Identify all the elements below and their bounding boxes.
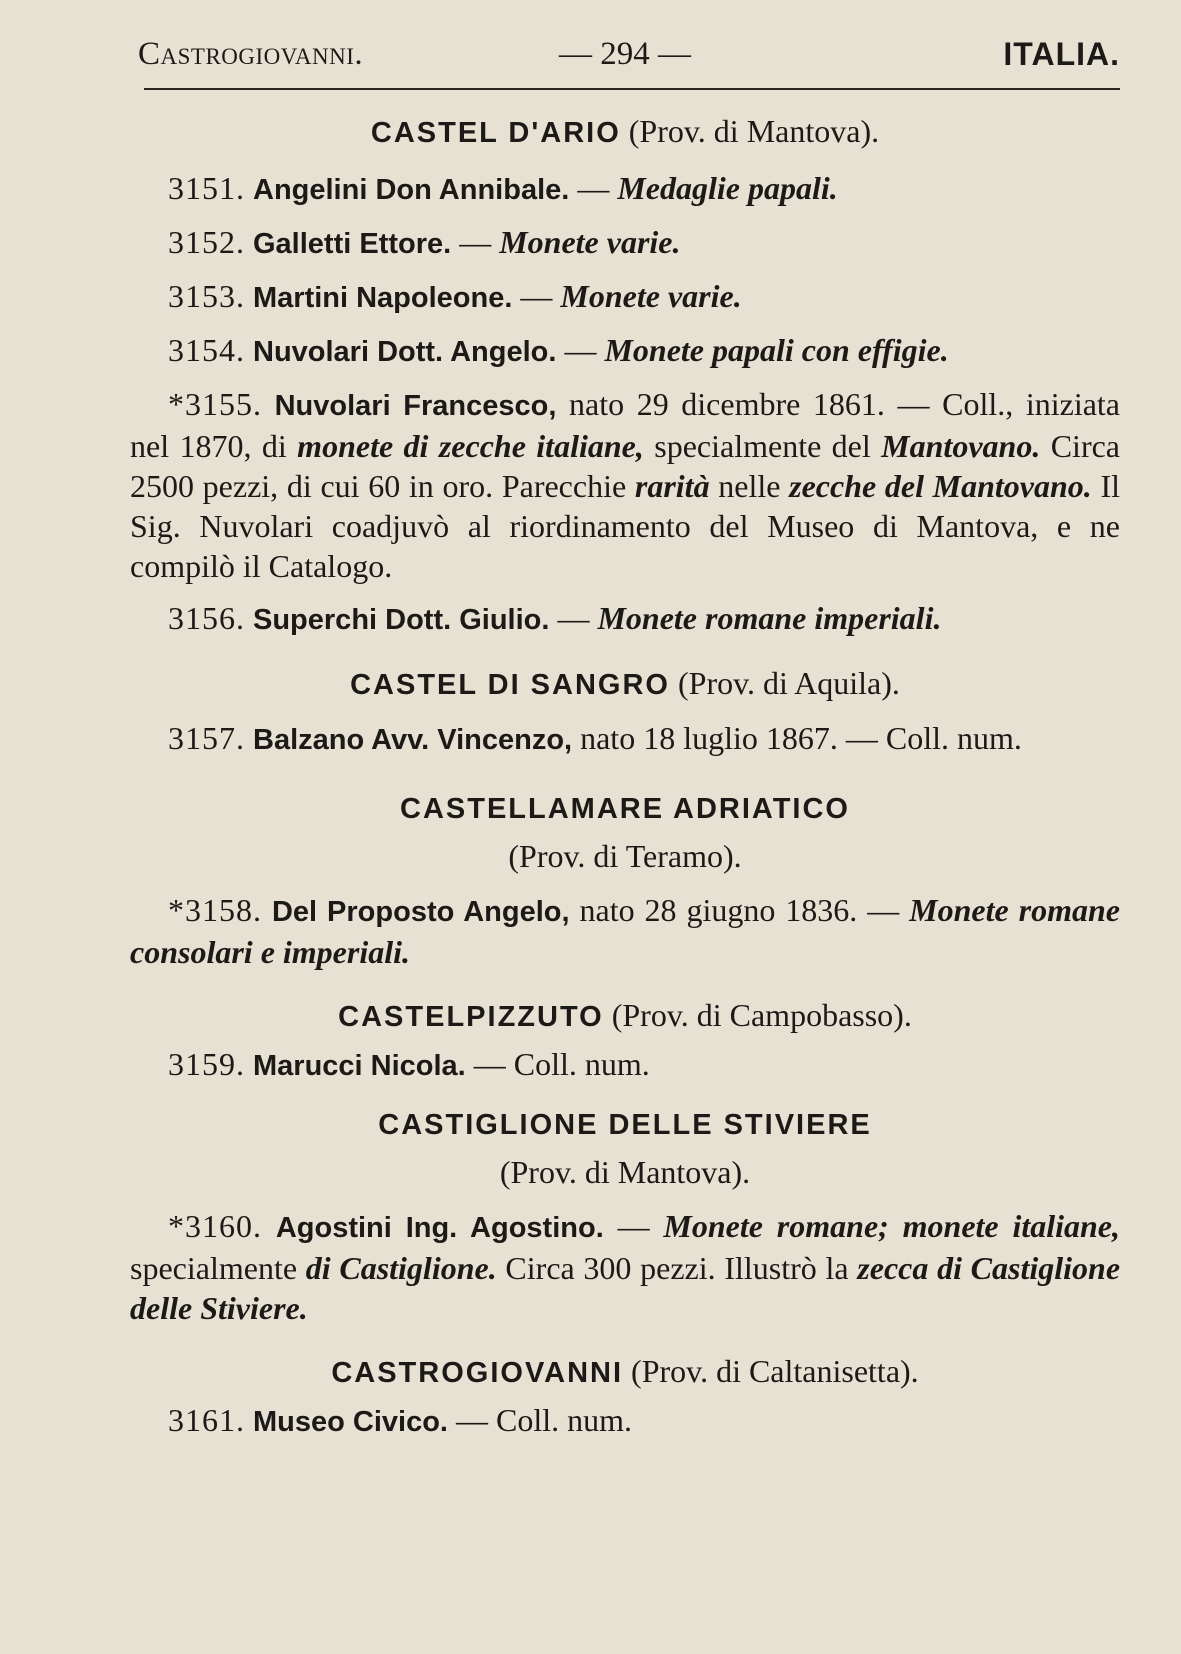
entry-description: Medaglie papali. [617,170,838,206]
entry-italic: di Castiglione. [305,1250,497,1286]
entry [130,890,1120,972]
section-heading [130,1102,1120,1146]
entry-separator: — [549,600,598,636]
entry-text: nelle [709,468,790,504]
section-heading [130,994,1120,1038]
page-number: — 294 — [559,36,691,72]
entry-italic: zecche del Mantovano. [789,468,1092,504]
entry-description: Monete varie. [560,278,742,314]
entry-name: Del Proposto Angelo, [271,896,570,928]
section-heading [130,110,1120,154]
entry [130,276,1120,318]
place-name: CASTELLAMARE ADRIATICO [400,793,850,825]
entry-long [130,384,1120,586]
entry-separator: — [512,278,561,314]
running-head-left: Castrogiovanni. [138,36,364,72]
entry-number: 3151. [168,170,245,206]
section-heading [130,662,1120,706]
entry-text: specialmente del [643,428,882,464]
entry-description: Monete papali con effigie. [604,332,949,368]
entry-italic: zecca di Castiglione delle Stiviere. [130,1250,1121,1326]
entry-name: Agostini Ing. Agostino. [275,1212,604,1244]
entry [130,222,1120,264]
entry-text: — [603,1208,664,1244]
entry-italic: Monete romane; monete italiane, [663,1208,1120,1244]
entry-text: Il Sig. Nuvolari coadjuvò al riordinamento del Museo di Mantova, e ne compilò il Catalogo. [130,468,1121,584]
province: (Prov. di Aquila). [677,665,900,701]
entry-number: 3152. [168,224,245,260]
entry-italic: Mantovano. [881,428,1041,464]
entry-italic: rarità [634,468,710,504]
entry-description: Monete romane consolari e imperiali. [130,892,1120,970]
place-name: CASTEL D'ARIO [370,117,621,149]
entry-number: *3155. [168,386,262,422]
entry-text: nato 29 dicembre 1861. — Coll., iniziata nel 1870, di [130,386,1120,464]
entry-name: Galletti Ettore. [253,228,452,260]
entry-number: *3160. [168,1208,262,1244]
entry-text: nato 28 giugno 1836. — [569,892,910,928]
entry-text: specialmente [130,1250,306,1286]
province: (Prov. di Campobasso). [611,997,912,1033]
entry-description: Monete varie. [499,224,681,260]
entry-number: 3154. [168,332,245,368]
entry [130,1206,1120,1328]
entry-italic: monete di zecche italiane, [297,428,644,464]
entry-number: 3153. [168,278,245,314]
entry-text: Circa 300 pezzi. Illustrò la [496,1250,858,1286]
entry-separator: — [569,170,618,206]
entry [130,1044,1120,1086]
entry-name: Museo Civico. [253,1406,448,1438]
section-heading [130,1350,1120,1394]
province: (Prov. di Mantova). [628,113,880,149]
entry-name: Balzano Avv. Vincenzo, [253,724,573,756]
entry-number: *3158. [168,892,262,928]
entry-separator: — [556,332,605,368]
entry-text: Circa 2500 pezzi, di cui 60 in oro. Parecchie [130,428,1121,504]
entry-text: nato 18 luglio 1867. — Coll. num. [572,720,1022,756]
province: (Prov. di Caltanisetta). [631,1353,919,1389]
entry-number: 3159. [168,1046,245,1082]
entry [130,1400,1120,1442]
entry-name: Angelini Don Annibale. [253,174,570,206]
place-name: CASTEL DI SANGRO [350,669,670,701]
entry [130,168,1120,210]
entry-separator: — [451,224,500,260]
entry-name: Superchi Dott. Giulio. [253,604,550,636]
header-rule [144,88,1120,90]
entry-name: Martini Napoleone. [253,282,513,314]
entry [130,330,1120,372]
entry-name: Nuvolari Dott. Angelo. [253,336,557,368]
place-name: CASTELPIZZUTO [338,1001,604,1033]
entry-description: Monete romane imperiali. [597,600,942,636]
entry [130,598,1120,640]
running-header [130,28,1120,80]
place-name: CASTROGIOVANNI [331,1357,624,1389]
document-page [130,28,1120,1442]
section-heading [130,786,1120,830]
entry-name: Marucci Nicola. [253,1050,466,1082]
entry [130,718,1120,760]
entry-name: Nuvolari Francesco, [274,390,557,422]
entry-number: 3157. [168,720,245,756]
province: (Prov. di Teramo). [508,838,742,874]
place-name: CASTIGLIONE DELLE STIVIERE [378,1109,872,1141]
entry-text: — Coll. num. [448,1402,633,1438]
entry-text: — Coll. num. [465,1046,650,1082]
running-head-right: ITALIA. [1003,36,1120,72]
entry-number: 3156. [168,600,245,636]
entry-number: 3161. [168,1402,245,1438]
province: (Prov. di Mantova). [499,1154,751,1190]
